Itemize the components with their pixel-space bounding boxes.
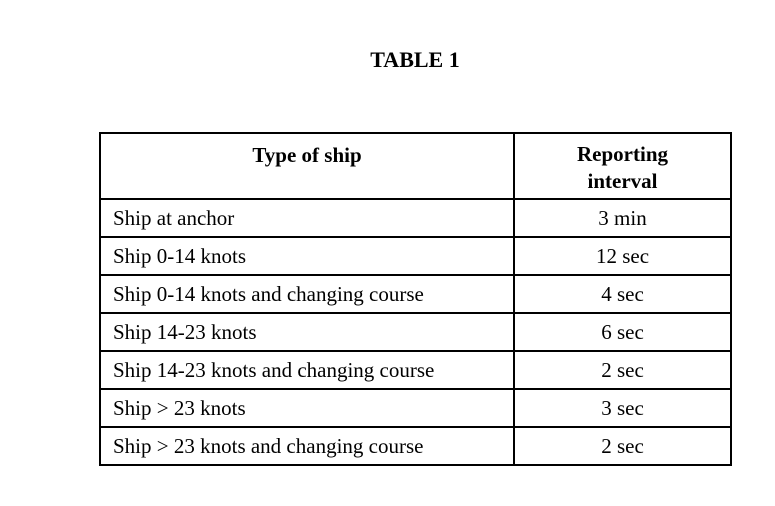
reporting-interval-cell: 4 sec [514, 275, 731, 313]
ship-type-cell: Ship > 23 knots and changing course [100, 427, 514, 465]
reporting-interval-cell: 2 sec [514, 427, 731, 465]
table-row [100, 427, 731, 465]
table-header-row [100, 133, 731, 199]
header-reporting-interval-line1: Reporting [577, 142, 668, 166]
table-row [100, 313, 731, 351]
reporting-interval-cell: 2 sec [514, 351, 731, 389]
reporting-interval-cell: 6 sec [514, 313, 731, 351]
reporting-interval-cell: 12 sec [514, 237, 731, 275]
reporting-interval-cell: 3 min [514, 199, 731, 237]
ship-type-cell: Ship at anchor [100, 199, 514, 237]
table-row [100, 351, 731, 389]
reporting-interval-cell: 3 sec [514, 389, 731, 427]
ship-type-cell: Ship 14-23 knots and changing course [100, 351, 514, 389]
ship-type-cell: Ship 0-14 knots [100, 237, 514, 275]
header-reporting-interval-line2: interval [587, 169, 658, 193]
header-type-of-ship: Type of ship [100, 133, 514, 199]
ship-type-cell: Ship 0-14 knots and changing course [100, 275, 514, 313]
header-reporting-interval [514, 133, 731, 199]
reporting-interval-table [99, 132, 732, 466]
ship-type-cell: Ship > 23 knots [100, 389, 514, 427]
ship-type-cell: Ship 14-23 knots [100, 313, 514, 351]
table-row [100, 275, 731, 313]
table-row [100, 237, 731, 275]
table-row [100, 199, 731, 237]
table-row [100, 389, 731, 427]
table-title: TABLE 1 [370, 47, 460, 72]
